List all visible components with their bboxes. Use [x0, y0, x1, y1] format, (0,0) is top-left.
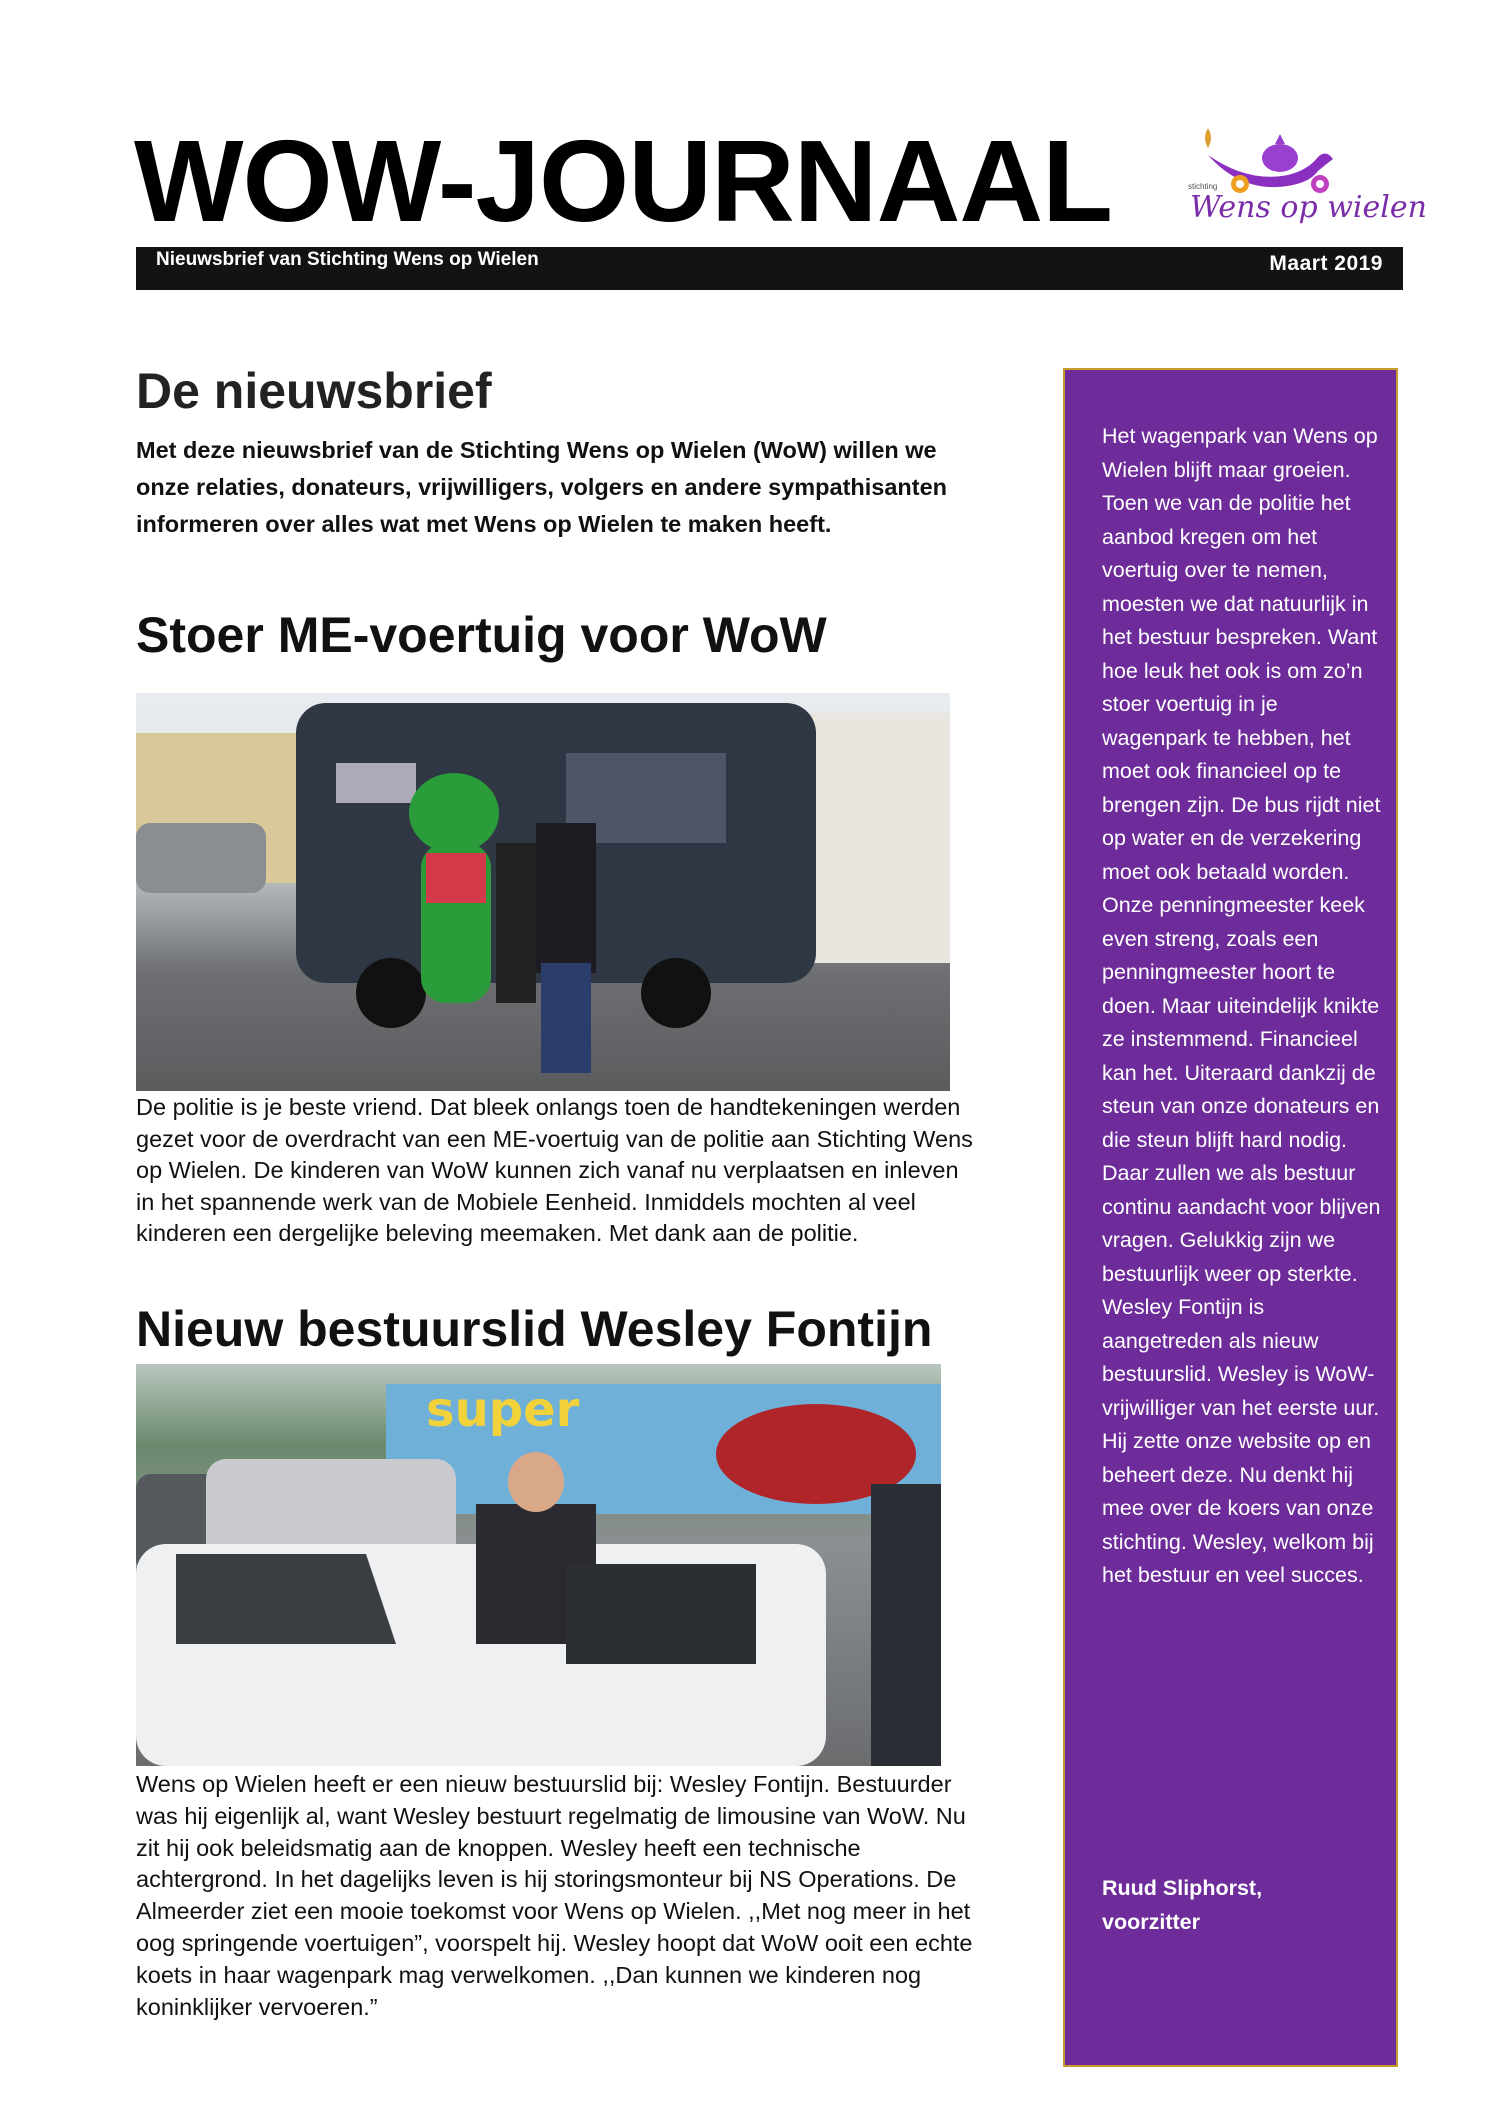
wens-op-wielen-logo — [1180, 120, 1427, 240]
chairman-signature — [1102, 1872, 1262, 1939]
chairman-column — [1063, 368, 1398, 2067]
chairman-column-text: Het wagenpark van Wens op Wielen blijft maar groeien. Toen we van de politie het aanbod kregen om het voertuig over te nemen, moesten we dat natuurlijk in het bestuur bespreken. Want hoe leuk het ook is om zo’n stoer voertuig in je wagenpark te hebben, het moet ook financieel op te brengen zijn. De bus rijdt niet op water en de verzekering moet ook betaald worden. Onze penningmeester keek even streng, zoals een penningmeester hoort te doen. Maar uiteindelijk knikte ze instemmend. Financieel kan het. Uiteraard dankzij de steun van onze donateurs en die steun blijft hard nodig. Daar zullen we als bestuur continu aandacht voor blijven vragen. Gelukkig zijn we bestuurlijk weer op sterkte. Wesley Fontijn is aangetreden als nieuw bestuurslid. Wesley is WoW-vrijwilliger van het eerste uur. Hij zette onze website op en beheert deze. Nu denkt hij mee over de koers van onze stichting. Wesley, welkom bij het bestuur en veel succes. — [1102, 424, 1381, 1587]
signature-name: Ruud Sliphorst, — [1102, 1876, 1263, 1900]
police-van-photo — [136, 693, 950, 1091]
newsletter-subtitle: Nieuwsbrief van Stichting Wens op Wielen — [156, 249, 539, 270]
newsletter-title: WOW-JOURNAAL — [134, 116, 1112, 246]
svg-text:super: super — [426, 1382, 580, 1438]
article2-heading: Nieuw bestuurslid Wesley Fontijn — [136, 1301, 933, 1357]
signature-role: voorzitter — [1102, 1909, 1200, 1934]
article1-heading: Stoer ME-voertuig voor WoW — [136, 607, 827, 663]
intro-text: Met deze nieuwsbrief van de Stichting Wens op Wielen (WoW) willen we onze relaties, donateurs, vrijwilligers, volgers en andere sympathisanten informeren over alles wat met Wens op Wielen te maken heeft. — [136, 437, 948, 537]
issue-date: Maart 2019 — [1269, 252, 1383, 275]
logo-wordmark: Wens op wielen — [1190, 190, 1427, 225]
wesley-limousine-photo — [136, 1364, 941, 1766]
intro-heading: De nieuwsbrief — [136, 363, 492, 419]
article2-text: Wens op Wielen heeft er een nieuw bestuurslid bij: Wesley Fontijn. Bestuurder was hij eigenlijk al, want Wesley bestuurt regelmatig de limousine van WoW. Nu zit hij ook beleidsmatig aan de knoppen. Wesley heeft een technische achtergrond. In het dagelijks leven is hij storingsmonteur bij NS Operations. De Almeerder ziet een mooie toekomst voor Wens op Wielen. ,,Met nog meer in het oog springende voertuigen”, voorspelt hij. Wesley hoopt dat WoW ooit een echte koets in haar wagenpark mag verwelkomen. ,,Dan kunnen we kinderen nog koninklijker vervoeren.” — [136, 1771, 973, 2020]
logo-stichting: stichting — [1188, 182, 1218, 191]
header-bar — [136, 247, 1403, 290]
article1-text: De politie is je beste vriend. Dat bleek onlangs toen de handtekeningen werden gezet voor de overdracht van een ME-voertuig van de politie aan Stichting Wens op Wielen. De kinderen van WoW kunnen zich vanaf nu verplaatsen en inleven in het spannende werk van de Mobiele Eenheid. Inmiddels mochten al veel kinderen een dergelijke beleving meemaken. Met dank aan de politie. — [136, 1094, 973, 1246]
